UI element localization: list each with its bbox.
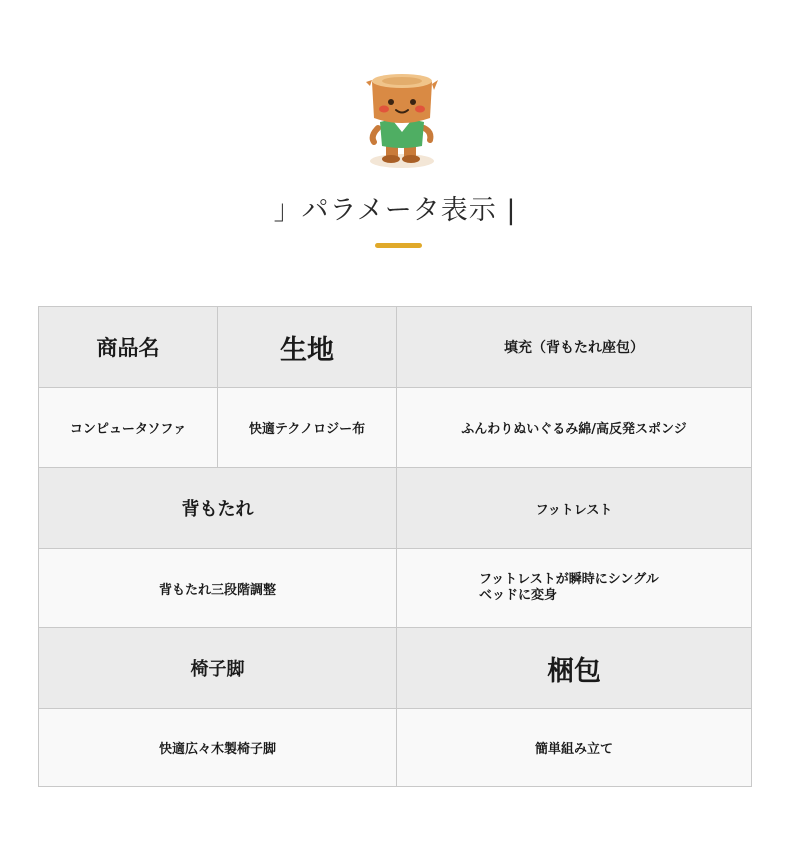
table-row bbox=[39, 387, 751, 467]
header-footrest: フットレスト bbox=[396, 468, 751, 548]
header-chair-legs: 椅子脚 bbox=[39, 628, 396, 708]
value-footrest: フットレストが瞬時にシングルベッドに変身 bbox=[396, 549, 751, 627]
table-row bbox=[39, 627, 751, 708]
table-row bbox=[39, 467, 751, 548]
header-filling: 填充（背もたれ座包） bbox=[396, 307, 751, 387]
header-fabric: 生地 bbox=[217, 307, 396, 387]
table-row bbox=[39, 548, 751, 627]
table-row bbox=[39, 307, 751, 387]
page-title: 」パラメータ表示 | bbox=[273, 195, 517, 226]
value-chair-legs: 快適広々木製椅子脚 bbox=[39, 709, 396, 786]
value-product-name: コンピュータソファ bbox=[39, 388, 217, 467]
header-product-name: 商品名 bbox=[39, 307, 217, 387]
table-row bbox=[39, 708, 751, 786]
header-backrest: 背もたれ bbox=[39, 468, 396, 548]
value-backrest: 背もたれ三段階調整 bbox=[39, 549, 396, 627]
value-filling: ふんわりぬいぐるみ綿/高反発スポンジ bbox=[396, 388, 751, 467]
tree-stump-mascot-icon bbox=[364, 70, 440, 170]
spec-table bbox=[38, 306, 752, 787]
title-underline bbox=[375, 243, 422, 248]
header-packaging: 梱包 bbox=[396, 628, 751, 708]
value-packaging: 簡単組み立て bbox=[396, 709, 751, 786]
value-fabric: 快適テクノロジー布 bbox=[217, 388, 396, 467]
